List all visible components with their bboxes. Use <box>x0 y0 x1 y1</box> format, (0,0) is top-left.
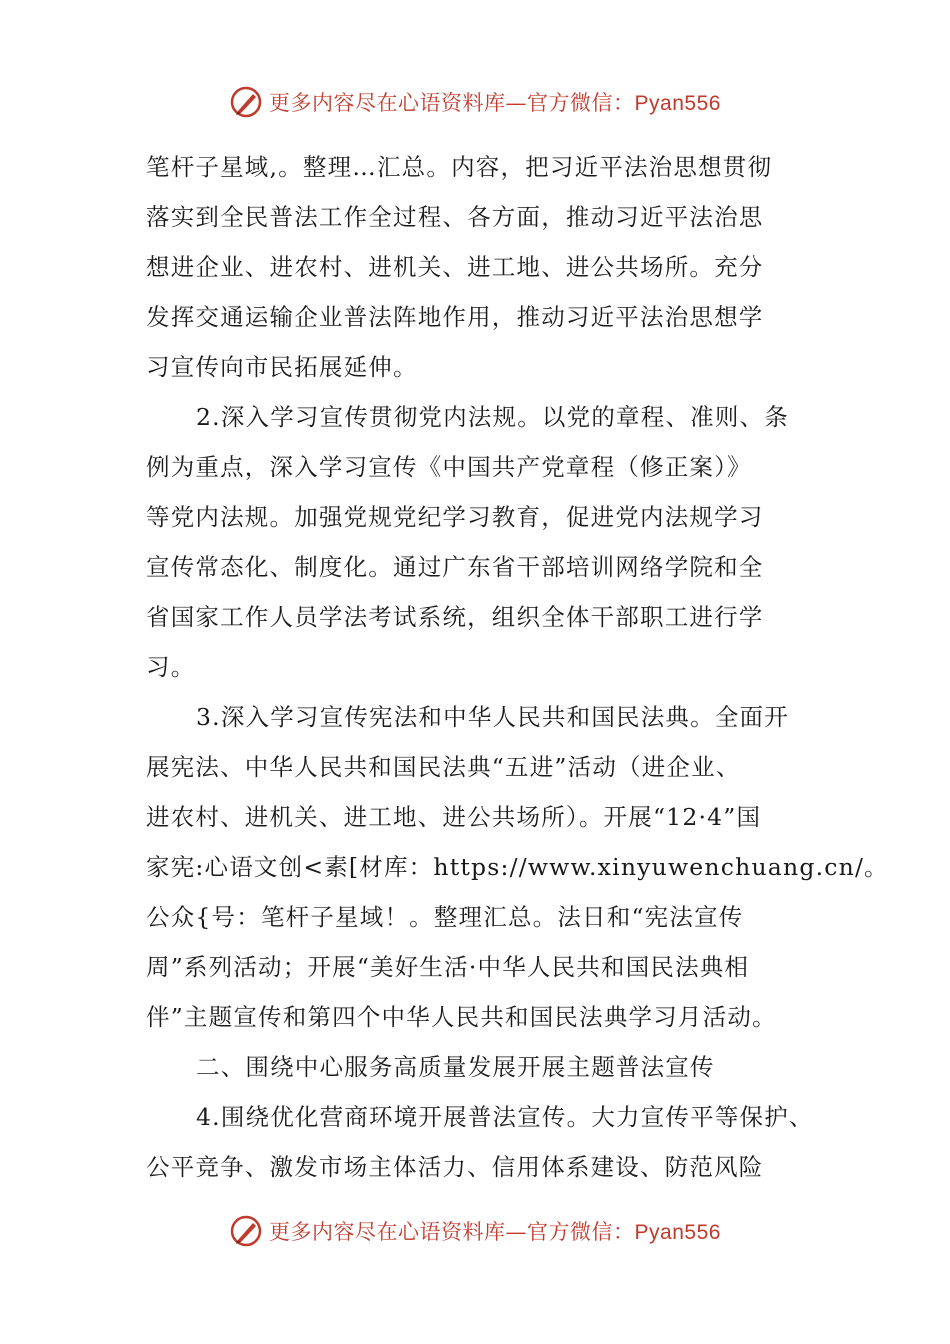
body-line: 例为重点，深入学习宣传《中国共产党章程（修正案）》 <box>146 453 752 481</box>
body-line: 家宪:心语文创<素[材库：https://www.xinyuwenchuang.cn/。 <box>146 853 889 881</box>
body-line: 发挥交通运输企业普法阵地作用，推动习近平法治思想学 <box>146 303 764 331</box>
body-line: 省国家工作人员学法考试系统，组织全体干部职工进行学 <box>146 603 764 631</box>
section-heading: 3.深入学习宣传宪法和中华人民共和国民法典。全面开 <box>196 703 789 731</box>
body-line: 伴”主题宣传和第四个中华人民共和国民法典学习月活动。 <box>146 1003 777 1031</box>
chapter-heading: 二、围绕中心服务高质量发展开展主题普法宣传 <box>196 1053 715 1081</box>
section-heading: 2.深入学习宣传贯彻党内法规。以党的章程、准则、条 <box>196 403 789 431</box>
body-line: 想进企业、进农村、进机关、进工地、进公共场所。充分 <box>146 253 764 281</box>
footer-banner <box>0 1211 950 1251</box>
header-banner <box>0 82 950 122</box>
pen-logo-icon <box>229 1214 263 1248</box>
section-heading: 4.围绕优化营商环境开展普法宣传。大力宣传平等保护、 <box>196 1103 814 1131</box>
body-line: 落实到全民普法工作全过程、各方面，推动习近平法治思 <box>146 203 764 231</box>
pen-logo-icon <box>229 85 263 119</box>
body-line: 进农村、进机关、进工地、进公共场所）。开展“12·4”国 <box>146 803 762 831</box>
body-line: 公平竞争、激发市场主体活力、信用体系建设、防范风险 <box>146 1153 764 1181</box>
header-wechat-id: Pyan556 <box>634 92 721 115</box>
header-text: 更多内容尽在心语资料库—官方微信：Pyan556 <box>269 91 721 115</box>
document-body <box>146 142 889 1192</box>
body-line: 展宪法、中华人民共和国民法典“五进”活动（进企业、 <box>146 753 741 781</box>
body-line: 宣传常态化、制度化。通过广东省干部培训网络学院和全 <box>146 553 764 581</box>
body-line: 习宣传向市民拓展延伸。 <box>146 353 418 381</box>
body-line: 习。 <box>146 653 196 681</box>
body-line: 周”系列活动；开展“美好生活·中华人民共和国民法典相 <box>146 953 750 981</box>
body-line: 笔杆子星域,。整理…汇总。内容，把习近平法治思想贯彻 <box>146 153 773 181</box>
body-line: 公众{号：笔杆子星域！。整理汇总。法日和“宪法宣传 <box>146 903 744 931</box>
body-line: 等党内法规。加强党规党纪学习教育，促进党内法规学习 <box>146 503 764 531</box>
footer-wechat-id: Pyan556 <box>634 1221 721 1244</box>
footer-text: 更多内容尽在心语资料库—官方微信：Pyan556 <box>269 1220 721 1244</box>
